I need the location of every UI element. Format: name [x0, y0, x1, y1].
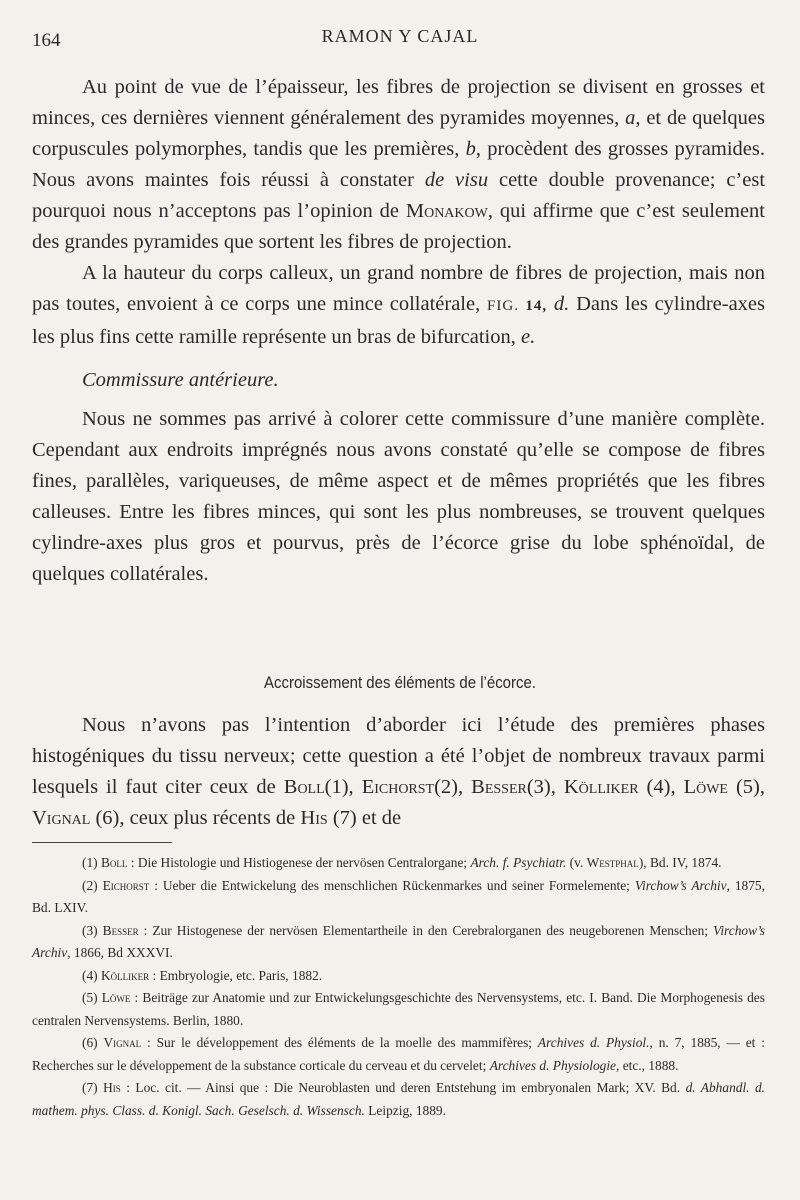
label-b: b [465, 138, 476, 160]
footnote-2: (2) Eichorst : Ueber die Entwickelung des menschlichen Rückenmarkes und seiner Formelemente; Virchow’s Archiv, 1875, Bd. LXIV. [32, 877, 765, 915]
paragraph-corps-calleux: A la hauteur du corps calleux, un grand nombre de fibres de projection, mais non pas toutes, envoient à ce corps une mince collatérale, FIG. 14, d. Dans les cylindre-axes les plus fins cette ramille représente un bras de bifurcation, e. [32, 262, 766, 348]
footnote-6: (6) Vignal : Sur le développement des éléments de la moelle des mammifères; Archives d. Physiol., n. 7, 1885, — et : Recherches sur le développement de la substance corticale du cerveau et du cervelet; Archives d. Physiologie, etc., 1888. [32, 1035, 765, 1073]
page-header [0, 22, 800, 52]
footnote-3: (3) Besser : Zur Histogenese der nervösen Elementartheile in den Cerebralorganen des neugeborenen Menschen; Virchow’s Archiv, 1866, Bd XXXVI. [32, 922, 765, 960]
page-number: 164 [32, 30, 61, 51]
footnote-4: (4) Kölliker : Embryologie, etc. Paris, 1882. [82, 967, 323, 983]
footnote-divider [32, 842, 172, 843]
label-e: e. [520, 326, 536, 348]
figure-reference: FIG. 14, [487, 298, 548, 314]
section-text-block [32, 710, 765, 834]
paragraph-histogenesis: Nous n’avons pas l’intention d’aborder ici l’étude des premières phases histogéniques du tissu nerveux; cette question a été l’objet de nombreux travaux parmi lesquels il faut citer ceux de Boll(1), Eichorst(2), Besser(3), Kölliker (4), Löwe (5), Vignal (6), ceux plus récents de His (7) et de [32, 714, 766, 829]
label-a: a [625, 107, 636, 129]
subheading-commissure: Commissure antérieure. [82, 369, 279, 391]
footnote-5: (5) Löwe : Beiträge zur Anatomie und zur Entwickelungsgeschichte des Nervensystems, etc. I. Band. Die Morphogenesis des centralen Nervensystems. Berlin, 1880. [32, 990, 765, 1028]
footnote-7: (7) His : Loc. cit. — Ainsi que : Die Neuroblasten und deren Entstehung im embryonalen Mark; XV. Bd. d. Abhandl. d. mathem. phys. Class. d. Konigl. Sach. Geselsch. d. Wissensch. Leipzig, 1889. [32, 1080, 766, 1118]
section-title: Accroissement des éléments de l’écorce. [264, 673, 536, 692]
de-visu: de visu [424, 169, 489, 191]
paragraph-commissure: Nous ne sommes pas arrivé à colorer cette commissure d’une manière complète. Cependant aux endroits imprégnés nous avons constaté qu’elle se compose de fibres fines, parallèles, variqueuses, de même aspect et de mêmes propriétés que les fibres calleuses. Entre les fibres minces, qui sont les plus nombreuses, se trouvent quelques cylindre-axes plus gros et pourvus, près de l’écorce grise du lobe sphénoïdal, de quelques collatérales. [32, 408, 765, 585]
author-monakow: Monakow [405, 200, 488, 222]
footnotes [32, 852, 765, 1122]
running-head: RAMON Y CAJAL [321, 26, 479, 46]
main-text-block [32, 72, 765, 590]
paragraph-projection-fibres: Au point de vue de l’épaisseur, les fibres de projection se divisent en grosses et minces, ces dernières viennent généralement des pyramides moyennes, a, et de quelques corpuscules polymorphes, tandis que les premières, b, procèdent des grosses pyramides. Nous avons maintes fois réussi à constater de visu cette double provenance; c’est pourquoi nous n’acceptons pas l’opinion de Monakow, qui affirme que c’est seulement des grandes pyramides que sortent les fibres de projection. [32, 76, 766, 253]
footnote-1: (1) Boll : Die Histologie und Histiogenese der nervösen Centralorgane; Arch. f. Psychiatr. (v. Westphal), Bd. IV, 1874. [82, 855, 722, 870]
